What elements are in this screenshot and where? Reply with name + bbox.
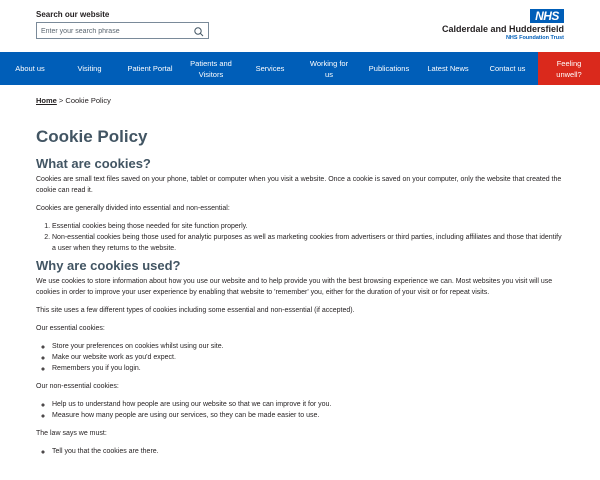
paragraph: Cookies are small text files saved on your phone, tablet or computer when you visit a website. Once a cookie is saved on your computer, only the website that created the cookie can read it. bbox=[36, 176, 562, 194]
search-label: Search our website bbox=[36, 10, 110, 19]
heading-why-cookies-used: Why are cookies used? bbox=[36, 258, 181, 273]
paragraph: This site uses a few different types of cookies including some essential and non-essential (if accepted). bbox=[36, 307, 355, 314]
paragraph: We use cookies to store information about how you use our website and to help provide you with the best browsing experience we can. Most websites you visit will use cookies in order to improve your user experience by enabling that website to 'remember' you, either for the duration of your visit or for repeat visits. bbox=[36, 278, 553, 296]
list-item: ◦ Store your preferences on cookies whilst using our site. bbox=[52, 341, 564, 352]
feeling-unwell-label: Feeling unwell? bbox=[556, 58, 582, 79]
site-header bbox=[0, 0, 600, 52]
paragraph: Cookies are generally divided into essential and non-essential: bbox=[36, 205, 230, 212]
breadcrumb-current: Cookie Policy bbox=[65, 96, 111, 105]
list-item: ◦ Help us to understand how people are using our website so that we can improve it for you. bbox=[52, 399, 564, 410]
search-input[interactable] bbox=[41, 25, 186, 37]
nav-working-for-us[interactable] bbox=[299, 52, 359, 85]
nav-patient-portal[interactable]: Patient Portal bbox=[127, 64, 173, 73]
cookie-types-list bbox=[52, 221, 564, 254]
breadcrumb-home[interactable]: Home bbox=[36, 96, 57, 105]
law-list bbox=[52, 446, 564, 457]
essential-label: Our essential cookies: bbox=[36, 325, 105, 332]
list-item: 1. Essential cookies being those needed for site function properly. bbox=[52, 221, 564, 232]
list-item: ◦ Remembers you if you login. bbox=[52, 363, 564, 374]
nav-working-for-us-label: Working for us bbox=[309, 58, 349, 79]
page-title: Cookie Policy bbox=[36, 127, 148, 146]
nav-latest-news[interactable]: Latest News bbox=[427, 64, 469, 73]
nav-patients-visitors[interactable] bbox=[181, 52, 241, 85]
main-nav bbox=[0, 52, 600, 85]
search-box bbox=[36, 22, 209, 39]
main-content bbox=[36, 126, 564, 464]
nav-about-us[interactable]: About us bbox=[15, 64, 45, 73]
trust-subtitle: NHS Foundation Trust bbox=[505, 35, 564, 41]
search-icon[interactable] bbox=[193, 25, 205, 37]
nonessential-list bbox=[52, 399, 564, 421]
breadcrumb-separator: > bbox=[56, 96, 66, 105]
trust-logo[interactable] bbox=[434, 9, 564, 43]
feeling-unwell-button[interactable] bbox=[538, 52, 600, 85]
nonessential-label: Our non-essential cookies: bbox=[36, 383, 119, 390]
nav-patients-visitors-label: Patients and Visitors bbox=[190, 58, 232, 79]
list-item: ◦ Measure how many people are using our services, so they can be made easier to use. bbox=[52, 410, 564, 421]
list-item: 2. Non-essential cookies being those used for analytic purposes as well as marketing cookies from advertisers or third parties, including affiliates and those that identify a user when they returns to the website. bbox=[52, 232, 564, 254]
nhs-logo: NHS bbox=[530, 9, 564, 23]
trust-name: Calderdale and Huddersfield bbox=[441, 24, 564, 34]
breadcrumb bbox=[36, 96, 111, 105]
nav-publications[interactable]: Publications bbox=[368, 64, 410, 73]
nav-services[interactable]: Services bbox=[255, 64, 285, 73]
heading-what-are-cookies: What are cookies? bbox=[36, 156, 151, 171]
list-item: ◦ Make our website work as you'd expect. bbox=[52, 352, 564, 363]
nav-visiting[interactable]: Visiting bbox=[77, 64, 102, 73]
nav-contact-us[interactable]: Contact us bbox=[489, 64, 526, 73]
list-item: ◦ Tell you that the cookies are there. bbox=[52, 446, 564, 457]
essential-list bbox=[52, 341, 564, 374]
law-label: The law says we must: bbox=[36, 430, 107, 437]
